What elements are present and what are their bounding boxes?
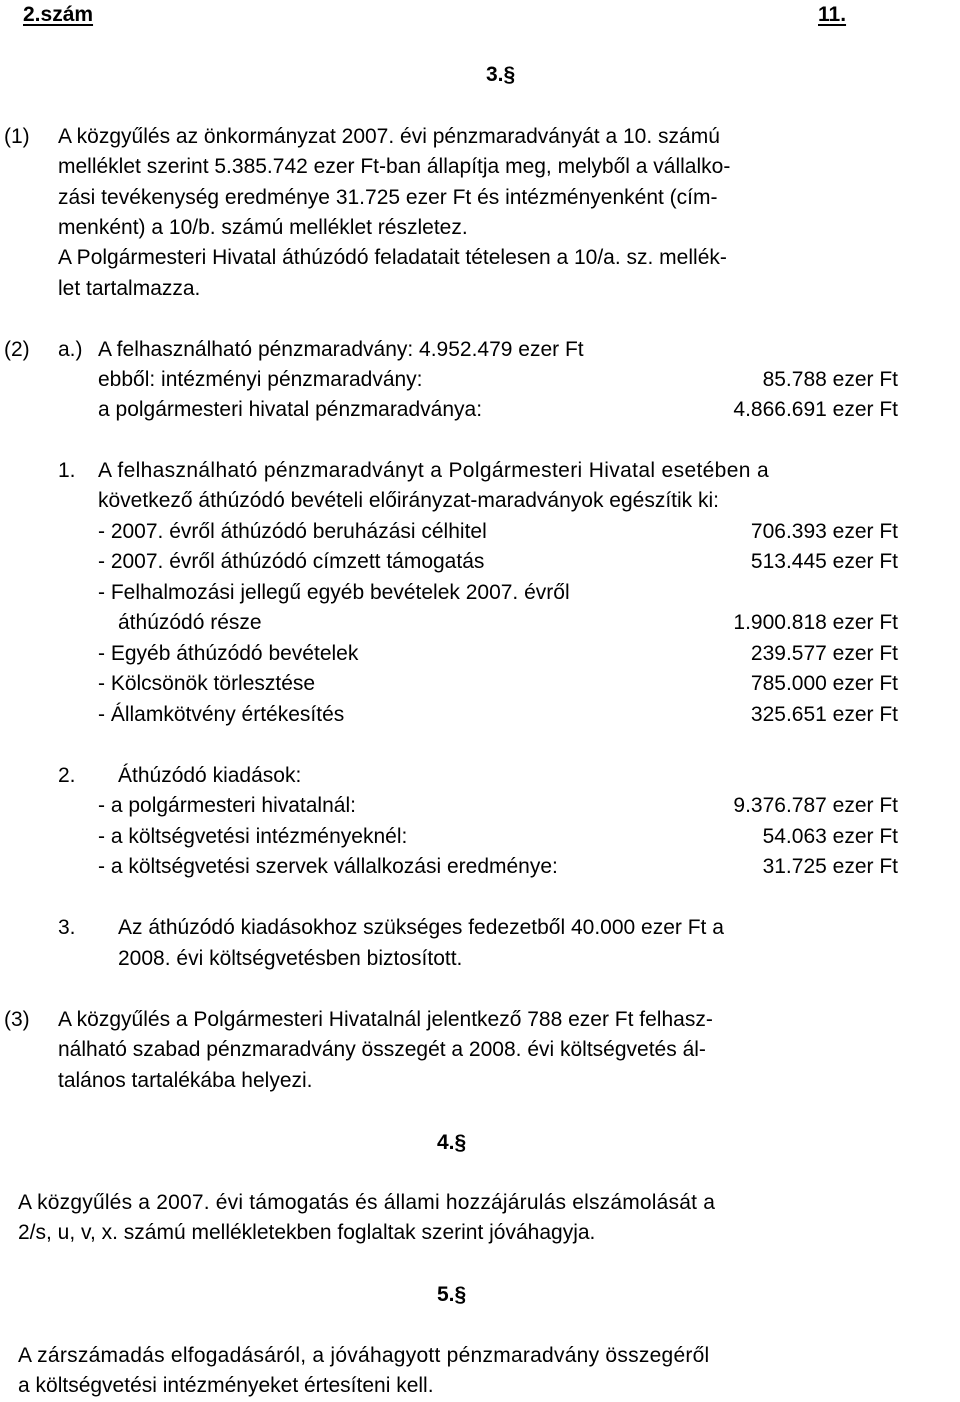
text-line: következő áthúzódó bevételi előirányzat-maradványok egészítik ki: (98, 489, 719, 512)
text-line: melléklet szerint 5.385.742 ezer Ft-ban állapítja meg, melyből a vállalko- (58, 155, 731, 178)
text-line: A felhasználható pénzmaradványt a Polgármesteri Hivatal esetében a (98, 459, 769, 482)
paragraph-number: (3) (4, 1008, 30, 1031)
item-number: 2. (58, 764, 76, 787)
item-number: 3. (58, 916, 76, 939)
header-left: 2.szám (23, 3, 94, 26)
text-line: menként) a 10/b. számú melléklet részletez. (58, 216, 468, 239)
paragraph-number: (2) (4, 338, 30, 361)
item-number: 1. (58, 459, 76, 482)
row-value: 239.577 ezer Ft (750, 642, 898, 665)
item-title: Áthúzódó kiadások: (118, 764, 302, 787)
row-value: 785.000 ezer Ft (750, 672, 898, 695)
row-label: - a költségvetési intézményeknél: (98, 825, 408, 848)
row-label: - 2007. évről áthúzódó címzett támogatás (98, 550, 485, 573)
sub-row-value: 85.788 ezer Ft (762, 368, 898, 391)
row-label: - 2007. évről áthúzódó beruházási célhitel (98, 520, 487, 543)
section-5-heading: 5.§ (437, 1283, 467, 1306)
row-label: áthúzódó része (118, 611, 262, 634)
row-label: - Felhalmozási jellegű egyéb bevételek 2007. évről (98, 581, 570, 604)
text-line: nálható szabad pénzmaradvány összegét a 2008. évi költségvetés ál- (58, 1038, 706, 1061)
row-label: - Államkötvény értékesítés (98, 703, 345, 726)
text-line: Az áthúzódó kiadásokhoz szükséges fedezetből 40.000 ezer Ft a (118, 916, 724, 939)
row-value: 9.376.787 ezer Ft (733, 794, 898, 817)
row-value: 1.900.818 ezer Ft (733, 611, 898, 634)
section-5-line: a költségvetési intézményeket értesíteni kell. (18, 1374, 434, 1397)
text-line: let tartalmazza. (58, 277, 201, 300)
text-line: A Polgármesteri Hivatal áthúzódó feladatait tételesen a 10/a. sz. mellék- (58, 246, 727, 269)
paragraph-number: (1) (4, 125, 30, 148)
section-3-heading: 3.§ (486, 63, 516, 86)
row-label: - a polgármesteri hivatalnál: (98, 794, 356, 817)
header-right: 11. (818, 3, 847, 26)
row-label: - Kölcsönök törlesztése (98, 672, 316, 695)
row-value: 513.445 ezer Ft (750, 550, 898, 573)
row-label: - a költségvetési szervek vállalkozási eredménye: (98, 855, 558, 878)
section-4-heading: 4.§ (437, 1131, 467, 1154)
section-4-line: 2/s, u, v, x. számú mellékletekben foglaltak szerint jóváhagyja. (18, 1221, 596, 1244)
text-line: A közgyűlés a Polgármesteri Hivatalnál jelentkező 788 ezer Ft felhasz- (58, 1008, 713, 1031)
text-line: zási tevékenység eredménye 31.725 ezer Ft és intézményenként (cím- (58, 186, 718, 209)
row-label: - Egyéb áthúzódó bevételek (98, 642, 359, 665)
row-value: 31.725 ezer Ft (762, 855, 898, 878)
text-line: talános tartalékába helyezi. (58, 1069, 313, 1092)
row-value: 706.393 ezer Ft (750, 520, 898, 543)
text-line: 2008. évi költségvetésben biztosított. (118, 947, 463, 970)
row-value: 54.063 ezer Ft (762, 825, 898, 848)
text-line: A közgyűlés az önkormányzat 2007. évi pénzmaradványát a 10. számú (58, 125, 720, 148)
subpoint-text: A felhasználható pénzmaradvány: 4.952.479 ezer Ft (98, 338, 584, 361)
sub-row-value: 4.866.691 ezer Ft (733, 398, 898, 421)
section-5-line: A zárszámadás elfogadásáról, a jóváhagyott pénzmaradvány összegéről (18, 1344, 710, 1367)
subpoint-label: a.) (58, 338, 83, 361)
sub-row-label: ebből: intézményi pénzmaradvány: (98, 368, 423, 391)
row-value: 325.651 ezer Ft (750, 703, 898, 726)
sub-row-label: a polgármesteri hivatal pénzmaradványa: (98, 398, 483, 421)
section-4-line: A közgyűlés a 2007. évi támogatás és állami hozzájárulás elszámolását a (18, 1191, 716, 1214)
